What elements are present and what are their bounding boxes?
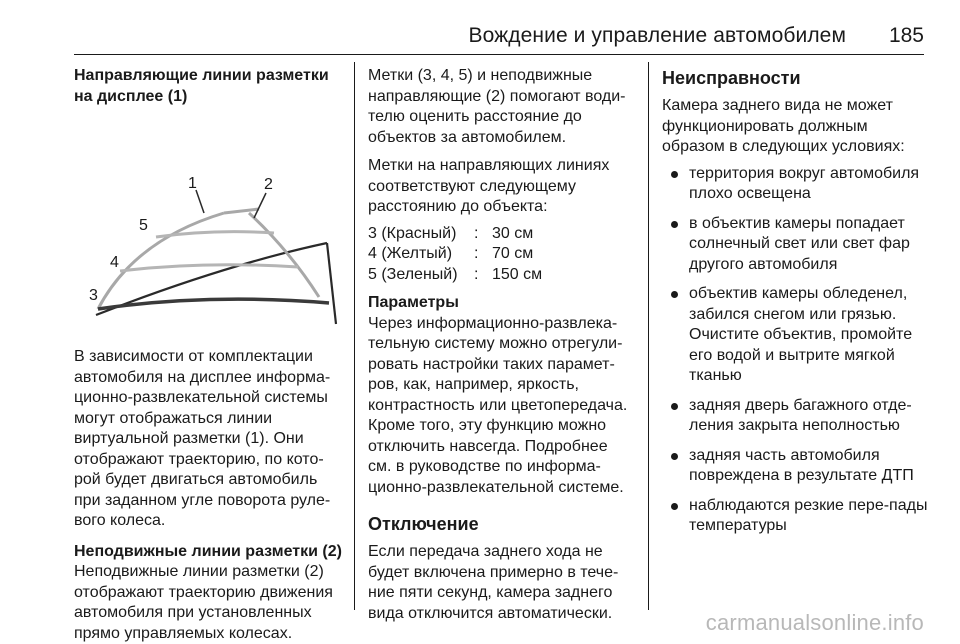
- watermark: carmanualsonline.info: [705, 610, 924, 635]
- table-cell-value: 30 см: [492, 224, 534, 242]
- table-cell-label: 5 (Зеленый): [368, 265, 458, 283]
- table-cell-label: 3 (Красный): [368, 224, 457, 242]
- column-divider-left: [354, 62, 355, 610]
- section-heading-malfunctions: Неисправности: [662, 68, 801, 88]
- table-cell-separator: :: [474, 245, 479, 262]
- list-item-text: объектив камеры обледенел, забился снегом или грязью. Очистите объектив, промойте его водой и вытрите мягкой тканью: [689, 285, 913, 384]
- bullet-icon: [671, 453, 678, 460]
- bullet-icon: [671, 221, 678, 228]
- camera-guidelines-figure: [74, 115, 344, 337]
- column-3: [662, 66, 932, 546]
- table-row: [368, 224, 542, 245]
- table-row: [368, 244, 542, 265]
- figure-label-1: 1: [188, 175, 197, 192]
- distance-table: [368, 224, 542, 286]
- figure-label-3: 3: [89, 287, 98, 304]
- list-item-text: в объектив камеры попадает солнечный свет или свет фар другого автомобиля: [689, 214, 910, 273]
- dynamic-guideline-right: [249, 213, 319, 297]
- table-cell-value: 70 см: [492, 245, 534, 262]
- section-heading-fixed-lines: Неподвижные линии разметки (2): [74, 542, 342, 560]
- paragraph-disable: Если передача заднего хода не будет включена примерно в тече-ние пяти секунд, камера заднего вида отключится автоматически.: [368, 543, 619, 622]
- list-item-text: наблюдаются резкие пере-пады температуры: [689, 496, 928, 534]
- page-number: 185: [888, 24, 924, 47]
- paragraph-malfunctions-intro: Камера заднего вида не может функционировать должным образом в следующих условиях:: [662, 97, 905, 155]
- figure-label-4: 4: [110, 254, 119, 271]
- page-header: [74, 22, 924, 55]
- bullet-icon: [671, 403, 678, 410]
- list-item: [662, 496, 932, 537]
- section-heading-parameters: Параметры: [368, 294, 459, 311]
- section-heading-guidelines: Направляющие линии разметки на дисплее (1): [74, 67, 329, 105]
- list-item-text: задняя часть автомобиля повреждена в результате ДТП: [689, 446, 914, 484]
- guidelines-diagram: [74, 115, 344, 337]
- table-cell-label: 4 (Желтый): [368, 245, 453, 262]
- table-row: [368, 265, 542, 286]
- paragraph-fixed-lines: Неподвижные линии разметки (2) отображают траекторию движения автомобиля при установленных прямо управляемых колесах.: [74, 563, 333, 642]
- bullet-icon: [671, 291, 678, 298]
- list-item-text: задняя дверь багажного отде-ления закрыта неполностью: [689, 396, 912, 434]
- paragraph-guidelines-description: В зависимости от комплектации автомобиля на дисплее информа-ционно-развлекательной системы могут отображаться линии виртуальной разметки (1). Они отображают траекторию, по кото-рой будет двигаться автомобиль при заданном угле поворота руле-вого колеса.: [74, 348, 331, 529]
- section-heading-disable: Отключение: [368, 514, 479, 534]
- table-cell-value: 150 см: [492, 265, 543, 283]
- figure-label-2: 2: [264, 176, 273, 193]
- page-title: Вождение и управление автомобилем: [468, 24, 846, 47]
- distance-mark-4: [120, 265, 298, 271]
- fixed-guideline-right: [327, 243, 336, 324]
- paragraph-marks-distance: Метки на направляющих линиях соответствуют следующему расстоянию до объекта:: [368, 157, 610, 215]
- list-item: [662, 164, 932, 205]
- leader-line-2: [254, 193, 266, 218]
- column-2: [368, 66, 634, 624]
- table-cell-separator: :: [474, 265, 479, 283]
- list-item: [662, 446, 932, 487]
- list-item: [662, 284, 932, 387]
- list-item-text: территория вокруг автомобиля плохо освещена: [689, 164, 920, 202]
- dynamic-guideline-top: [224, 209, 259, 213]
- list-item: [662, 214, 932, 276]
- figure-label-5: 5: [139, 217, 148, 234]
- malfunctions-list: [662, 164, 932, 537]
- column-1: [74, 66, 344, 644]
- paragraph-marks-help: Метки (3, 4, 5) и неподвижные направляющие (2) помогают води-телю оценить расстояние до объектов за автомобилем.: [368, 67, 626, 146]
- list-item: [662, 396, 932, 437]
- leader-line-1: [196, 190, 204, 213]
- column-divider-right: [648, 62, 649, 610]
- bullet-icon: [671, 171, 678, 178]
- bullet-icon: [671, 503, 678, 510]
- paragraph-parameters: Через информационно-развлека-тельную систему можно отрегули-ровать настройки таких парамет-ров, как, например, яркость, контрастность или цветопередача. Кроме того, эту функцию можно отключить навсегда. Подробнее см. в руководстве по информа-ционно-развлекательной системе.: [368, 314, 628, 496]
- table-cell-separator: :: [474, 224, 479, 242]
